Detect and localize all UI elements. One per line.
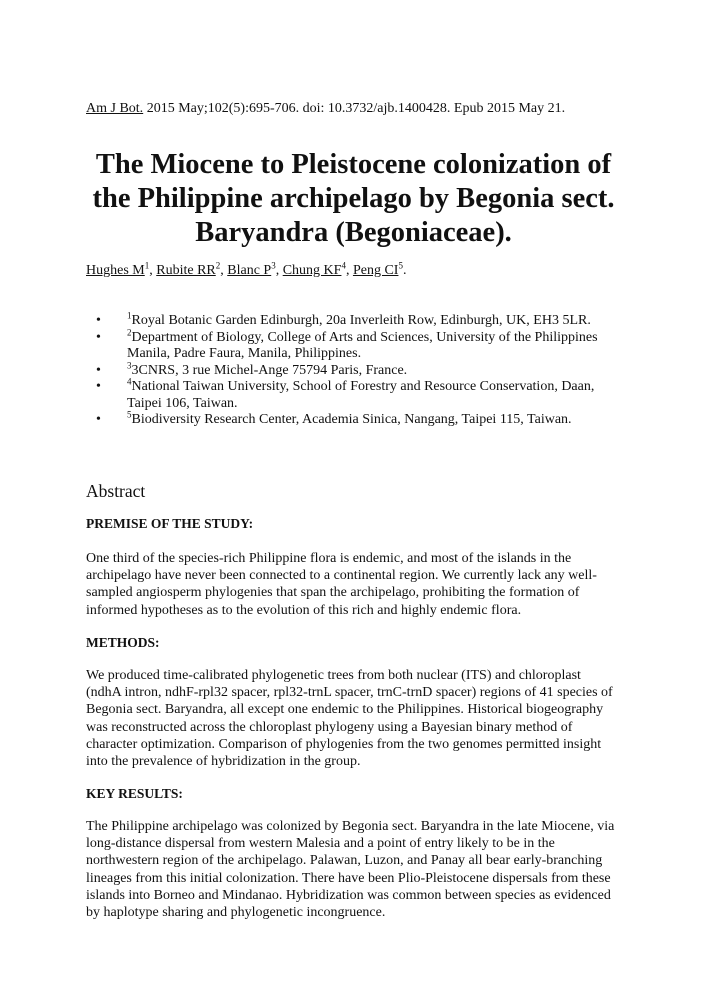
methods-paragraph: [86, 667, 626, 770]
author-separator: ,: [345, 263, 353, 278]
affiliation-item: [96, 376, 636, 412]
text-line: archipelago have never been connected to a continental region. We currently lack any well-: [86, 568, 597, 584]
bullet-icon: •: [96, 379, 101, 394]
affiliation-text: Department of Biology, College of Arts and Sciences, University of the Philippines: [131, 329, 598, 345]
author-separator: ,: [220, 263, 228, 278]
affiliation-item: [96, 326, 636, 363]
author-separator: ,: [275, 263, 283, 278]
author-link[interactable]: Rubite RR: [156, 263, 216, 278]
affiliation-number: 5: [127, 409, 132, 420]
text-line: (ndhA intron, ndhF-rpl32 spacer, rpl32-trnL spacer, trnC-trnD spacer) regions of 41 species of: [86, 685, 613, 701]
text-line: sampled angiosperm phylogenies that span the archipelago, prohibiting the formation of: [86, 585, 580, 601]
text-line: One third of the species-rich Philippine flora is endemic, and most of the islands in the: [86, 551, 572, 566]
affiliation-text: Biodiversity Research Center, Academia Sinica, Nangang, Taipei 115, Taiwan.: [131, 412, 572, 427]
paper-title: [60, 148, 647, 250]
text-line: informed hypotheses as to the evolution of this rich and highly endemic flora.: [86, 602, 522, 618]
author-link[interactable]: Chung KF: [282, 263, 342, 278]
bullet-icon: •: [96, 412, 101, 427]
bullet-icon: •: [96, 329, 101, 345]
author-link[interactable]: Hughes M: [86, 263, 145, 278]
affiliation-item: [96, 310, 636, 330]
text-line: was reconstructed across the chloroplast phylogeny using a Bayesian binary method of: [86, 719, 573, 735]
key-results-heading: KEY RESULTS:: [86, 786, 183, 801]
abstract-heading: Abstract: [86, 481, 146, 501]
affiliation-text: Taipei 106, Taiwan.: [127, 395, 238, 411]
methods-heading: METHODS:: [86, 635, 160, 650]
affiliation-text: 3CNRS, 3 rue Michel-Ange 75794 Paris, France.: [131, 362, 408, 378]
text-line: We produced time-calibrated phylogenetic trees from both nuclear (ITS) and chloroplast: [86, 668, 581, 683]
text-line: lineages from this initial colonization. There have been Plio-Pleistocene dispersals from these: [86, 870, 611, 886]
affiliation-number: 2: [127, 326, 132, 337]
author-list: [86, 262, 406, 280]
affiliation-item: [96, 409, 636, 429]
title-line: the Philippine archipelago by Begonia sect.: [92, 183, 615, 214]
text-line: character optimization. Comparison of phylogenies from the two genomes permitted insight: [86, 736, 602, 752]
premise-paragraph: [86, 550, 626, 619]
text-line: northwestern region of the archipelago. Palawan, Luzon, and Panay all bear early-branching: [86, 853, 603, 869]
text-line: into the prevalence of hybridization in the group.: [86, 754, 361, 770]
authors-end: .: [402, 263, 407, 278]
author-separator: ,: [149, 263, 157, 278]
author-affiliation-mark: 2: [215, 260, 221, 271]
affiliation-number: 3: [127, 359, 132, 370]
author-affiliation-mark: 4: [341, 260, 346, 271]
author-link[interactable]: Peng CI: [352, 263, 399, 278]
affiliation-text: Manila, Padre Faura, Manila, Philippines.: [127, 346, 362, 361]
author-link[interactable]: Blanc P: [227, 263, 272, 278]
author-affiliation-mark: 1: [144, 260, 150, 271]
title-line: Baryandra (Begoniaceae).: [195, 217, 512, 248]
bullet-icon: •: [96, 313, 101, 328]
text-line: islands into Borneo and Mindanao. Hybridization was common between species as evidenced: [86, 887, 611, 903]
affiliation-list: [96, 310, 636, 429]
premise-heading: PREMISE OF THE STUDY:: [86, 516, 254, 531]
text-line: Begonia sect. Baryandra, all except one endemic to the Philippines. Historical biogeography: [86, 702, 604, 718]
affiliation-number: 4: [127, 376, 132, 387]
author-affiliation-mark: 3: [271, 260, 276, 271]
affiliation-item: [96, 359, 636, 380]
citation-details: 2015 May;102(5):695-706. doi: 10.3732/ajb.1400428. Epub 2015 May 21.: [143, 101, 566, 116]
affiliation-text: National Taiwan University, School of Forestry and Resource Conservation, Daan,: [131, 379, 595, 394]
author-affiliation-mark: 5: [398, 260, 403, 271]
title-line: The Miocene to Pleistocene colonization of: [95, 149, 612, 180]
bullet-icon: •: [96, 362, 101, 378]
text-line: The Philippine archipelago was colonized by Begonia sect. Baryandra in the late Miocene, via: [86, 819, 615, 834]
citation: [86, 100, 565, 118]
key-results-paragraph: [86, 818, 626, 921]
text-line: by haplotype sharing and phylogenetic incongruence.: [86, 905, 386, 921]
journal-link[interactable]: Am J Bot.: [86, 101, 144, 116]
text-line: long-distance dispersal from western Malesia and a point of entry likely to be in the: [86, 836, 555, 852]
affiliation-text: Royal Botanic Garden Edinburgh, 20a Inverleith Row, Edinburgh, UK, EH3 5LR.: [131, 313, 591, 328]
affiliation-number: 1: [127, 310, 132, 321]
